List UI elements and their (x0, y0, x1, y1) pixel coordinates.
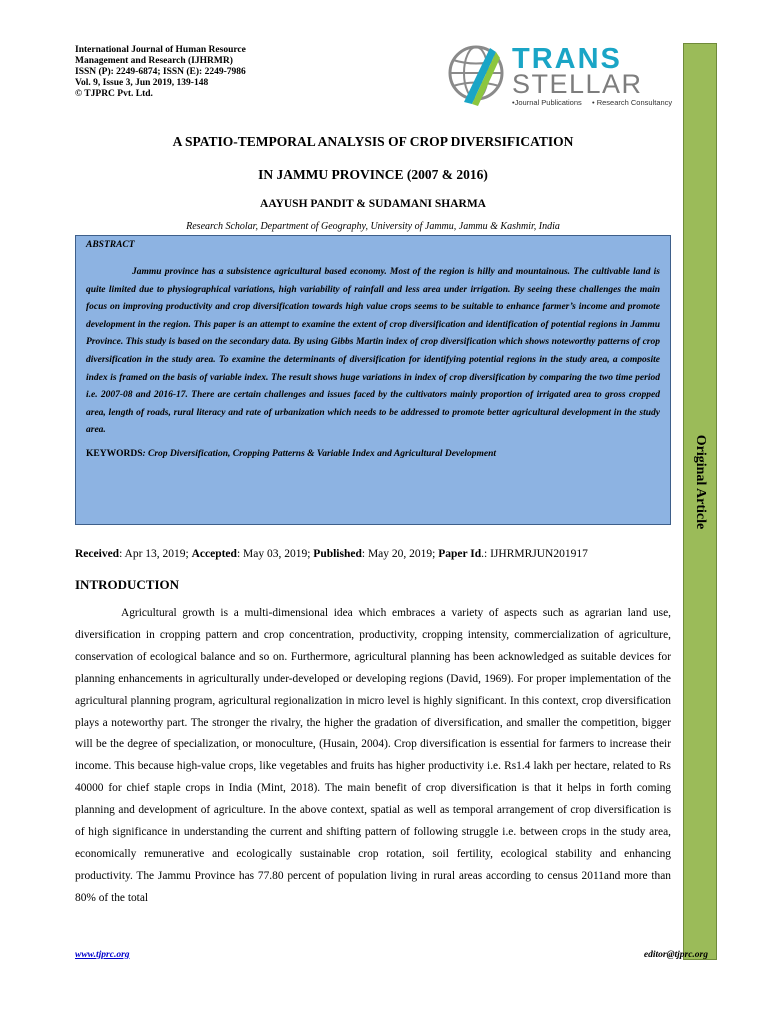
footer-email: editor@tjprc.org (643, 950, 708, 960)
journal-name-line2: Management and Research (IJHRMR) (75, 56, 233, 66)
keywords-label: KEYWORDS (86, 448, 143, 459)
transstellar-logo (446, 40, 676, 110)
copyright: © TJPRC Pvt. Ltd. (75, 89, 153, 99)
abstract-text: Jammu province has a subsistence agricultural based economy. Most of the region is hilly and mountainous. The cultivable land is quite limited due to physiographical variations, high variability of rainfall and less area under irrigation. By seeing these challenges the main focus on improving productivity and crop diversification towards high value crops seems to be suitable to enhance farmer’s income and promote development in the region. This paper is an attempt to examine the extent of crop diversification and identification of potential regions in Jammu Province. This study is based on the secondary data. By using Gibbs Martin index of crop diversification which shows noteworthy patterns of crop diversification in the study area. To examine the determinants of diversification for identifying potential regions in the study area, a composite index is framed on the basis of variable index. The result shows huge variations in index of crop diversification by comparing the two time period i.e. 2007-08 and 2016-17. There are certain challenges and issues faced by the cultivators mainly proportion of irrigated area to gross cropped area, length of roads, rural literacy and rate of urbanization which needs to be addressed to promote better agricultural development in the study area. (86, 267, 660, 436)
introduction-paragraph: Agricultural growth is a multi-dimensional idea which embraces a variety of aspects such as agrarian land use, diversification in cropping pattern and crop concentration, productivity, cropping intensity, commercialization of agriculture, conservation of ecological balance and so on. Furthermore, agricultural planning has been acknowledged as suitable devices for planning enhancements in agriculturally under-developed or developing regions (David, 1969). For proper implementation of the agricultural planning program, agricultural regionalization in micro level is highly significant. In this context, crop diversification plays a noteworthy part. The stronger the rivalry, the higher the gradation of diversification, and smaller the competition, bigger will be the degree of specialization, or monoculture, (Husain, 2004). Crop diversification is essential for farmers to increase their income. This because high-value crops, like vegetables and fruits has higher productivity i.e. Rs1.4 lakh per hectare, related to Rs 40000 for chief staple crops in India (Mint, 2018). The main benefit of crop diversification is that it helps in forth coming planning and development of agriculture. In the above context, spatial as well as temporal arrangement of crop diversification is of high significance in understanding the current and shifting pattern of following struggle i.e. between crops in the study area, economically remunerative and ecologically sustainable crop rotation, soil fertility, ecological stability and enhancing productivity. The Jammu Province has 77.80 percent of population living in rural areas according to census 2011and more than 80% of the total (75, 607, 671, 904)
journal-name-line1: International Journal of Human Resource (75, 45, 246, 55)
original-article-label: Original Article (693, 434, 708, 530)
publication-dates (75, 548, 675, 560)
published-date: : May 20, 2019; (361, 548, 439, 560)
volume-info: Vol. 9, Issue 3, Jun 2019, 139-148 (75, 78, 209, 88)
footer-website-link[interactable]: www.tjprc.org (75, 950, 130, 960)
accepted-label: Accepted (191, 548, 237, 560)
paper-title-line2: IN JAMMU PROVINCE (2007 & 2016) (258, 167, 488, 182)
logo-word-trans: TRANS (512, 43, 622, 75)
keywords (86, 447, 660, 461)
logo-tagline-1: •Journal Publications (512, 98, 582, 107)
paper-id: .: IJHRMRJUN201917 (481, 548, 588, 560)
paper-id-label: Paper Id (438, 548, 482, 560)
abstract-heading: ABSTRACT (86, 240, 135, 250)
affiliation: Research Scholar, Department of Geography, University of Jammu, Jammu & Kashmir, India (186, 221, 560, 232)
logo-tagline-2: • Research Consultancy (592, 98, 673, 107)
published-label: Published (313, 548, 362, 560)
authors: AAYUSH PANDIT & SUDAMANI SHARMA (260, 198, 486, 210)
accepted-date: : May 03, 2019; (236, 548, 314, 560)
paper-title-line1: A SPATIO-TEMPORAL ANALYSIS OF CROP DIVERSIFICATION (172, 134, 574, 149)
globe-icon (450, 47, 502, 106)
received-label: Received (75, 548, 120, 560)
introduction-heading: INTRODUCTION (75, 577, 180, 592)
logo-word-stellar: STELLAR (512, 69, 643, 99)
journal-info (75, 45, 335, 100)
received-date: : Apr 13, 2019; (119, 548, 192, 560)
keywords-text: : Crop Diversification, Cropping Patterns & Variable Index and Agricultural Development (142, 448, 497, 459)
abstract-box (75, 235, 671, 525)
issn: ISSN (P): 2249-6874; ISSN (E): 2249-7986 (75, 67, 246, 77)
